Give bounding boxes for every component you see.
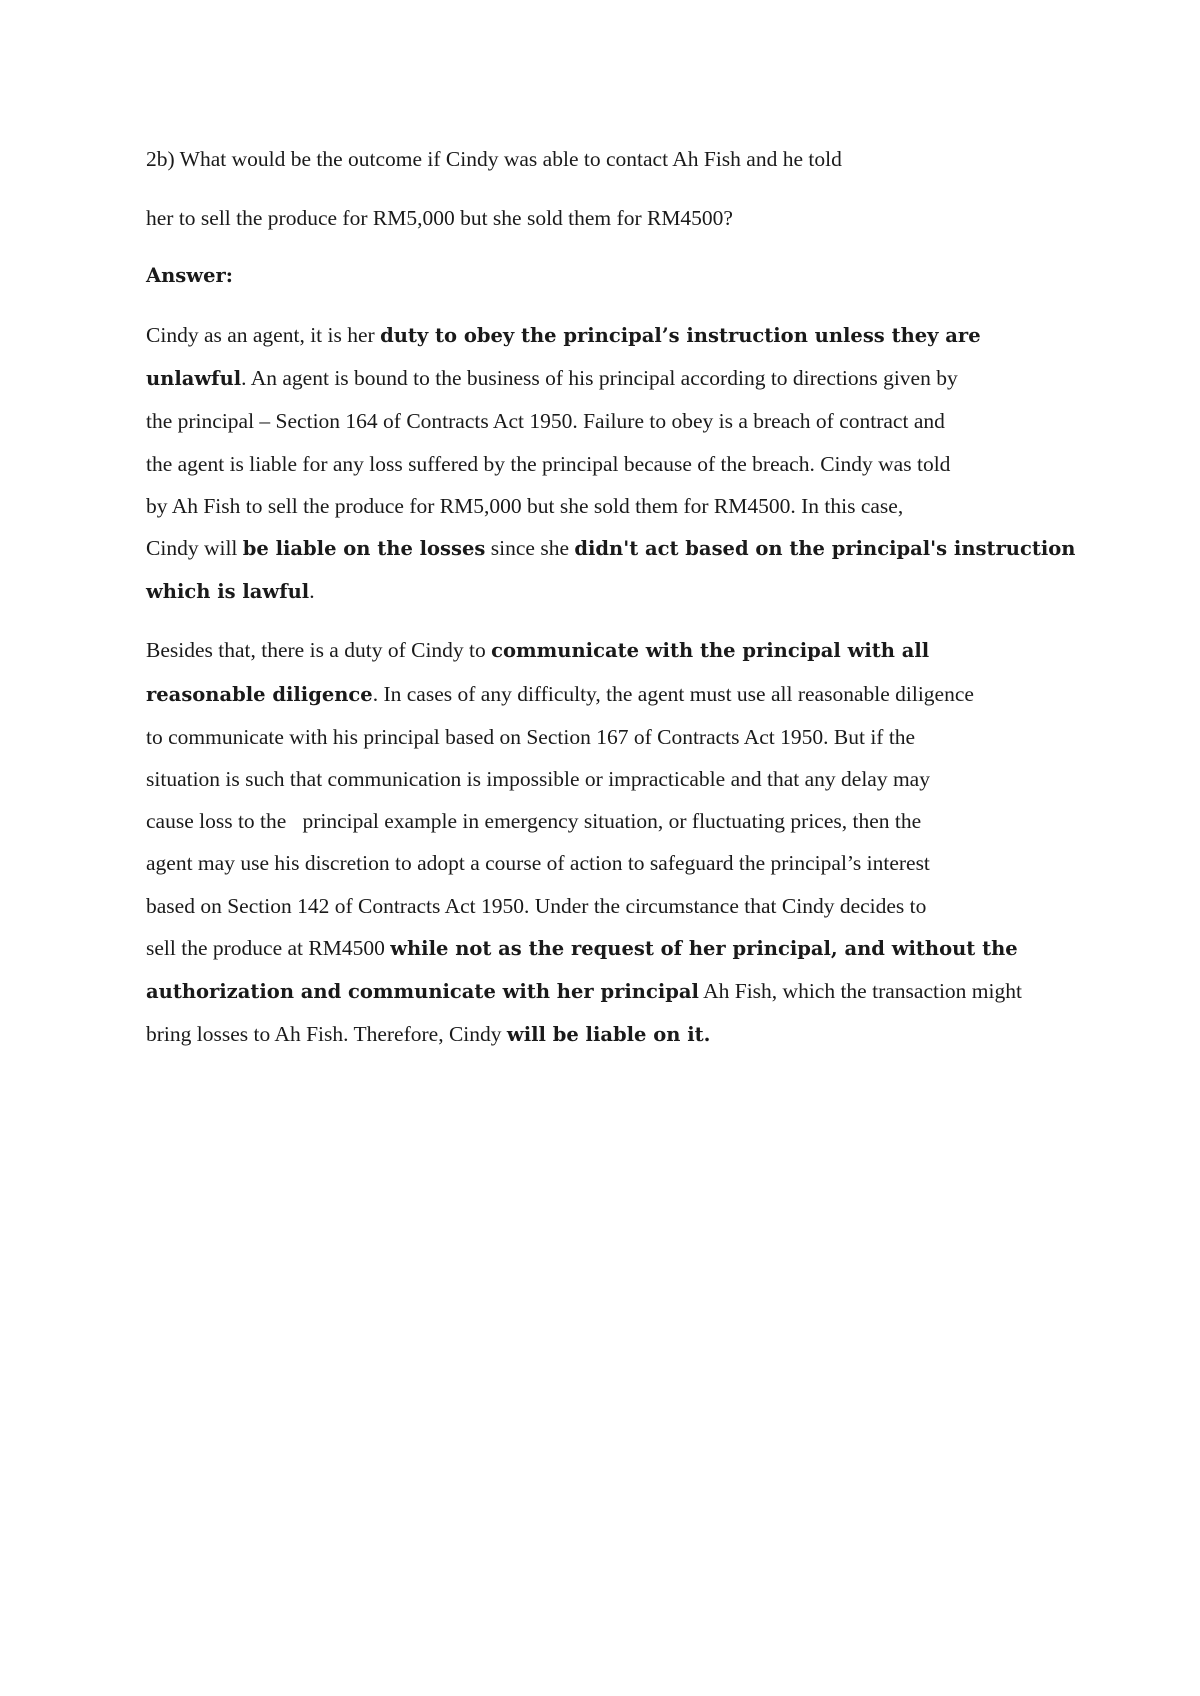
answer-paragraph-2 — [146, 629, 1068, 1056]
bold-text: be liable on the losses — [242, 537, 486, 561]
text-run: Cindy will — [146, 536, 243, 561]
paragraph-line — [146, 314, 1068, 357]
text-run: sell the produce at RM4500 — [146, 935, 391, 960]
paragraph-line — [146, 570, 1068, 613]
paragraph-line — [146, 927, 1068, 970]
bold-text: which is lawful — [146, 580, 310, 604]
text-run: . — [309, 579, 315, 604]
paragraph-line: to communicate with his principal based on Section 167 of Contracts Act 1950. But if the — [146, 724, 916, 749]
paragraph-line — [146, 673, 1068, 716]
paragraph-line: the principal – Section 164 of Contracts Act 1950. Failure to obey is a breach of contract and — [146, 409, 945, 434]
bold-text: communicate with the principal with all — [491, 639, 930, 663]
paragraph-line: based on Section 142 of Contracts Act 1950. Under the circumstance that Cindy decides to — [146, 893, 927, 918]
paragraph-line: by Ah Fish to sell the produce for RM5,000 but she sold them for RM4500. In this case, — [146, 493, 904, 518]
text-run: since she — [485, 536, 575, 561]
text-run: bring losses to Ah Fish. Therefore, Cindy — [146, 1022, 507, 1047]
paragraph-line — [146, 527, 1076, 570]
question-line-2: her to sell the produce for RM5,000 but she sold them for RM4500? — [146, 206, 733, 230]
document-body — [146, 143, 1076, 1056]
text-run: Ah Fish, which the transaction might — [698, 979, 1022, 1004]
bold-text: duty to obey the principal’s instruction unless they are — [380, 324, 981, 347]
bold-text: didn't act based on the principal's instruction — [574, 537, 1076, 561]
answer-heading: Answer: — [146, 264, 233, 287]
paragraph-line — [146, 970, 1068, 1013]
bold-text: reasonable diligence — [146, 682, 373, 706]
bold-text: while not as the request of her principal, and without the — [390, 936, 1018, 960]
bold-text: unlawful — [146, 367, 242, 391]
bold-text: will be liable on it. — [506, 1023, 711, 1047]
text-run: Besides that, there is a duty of Cindy to — [146, 638, 492, 663]
paragraph-line: agent may use his discretion to adopt a course of action to safeguard the principal’s interest — [146, 851, 930, 876]
paragraph-line — [146, 629, 1068, 672]
answer-paragraph-1 — [146, 314, 1076, 613]
text-run: . An agent is bound to the business of his principal according to directions given by — [241, 366, 958, 391]
paragraph-line: situation is such that communication is impossible or impracticable and that any delay may — [146, 767, 930, 792]
paragraph-line — [146, 357, 1068, 400]
paragraph-line: the agent is liable for any loss suffered by the principal because of the breach. Cindy was told — [146, 451, 951, 476]
paragraph-line — [146, 1013, 1068, 1056]
question-line-1: 2b) What would be the outcome if Cindy was able to contact Ah Fish and he told — [146, 147, 842, 171]
text-run: . In cases of any difficulty, the agent must use all reasonable diligence — [372, 681, 974, 706]
bold-text: authorization and communicate with her principal — [146, 980, 699, 1004]
text-run: Cindy as an agent, it is her — [146, 323, 381, 347]
paragraph-line: cause loss to the principal example in emergency situation, or fluctuating prices, then the — [146, 809, 922, 834]
